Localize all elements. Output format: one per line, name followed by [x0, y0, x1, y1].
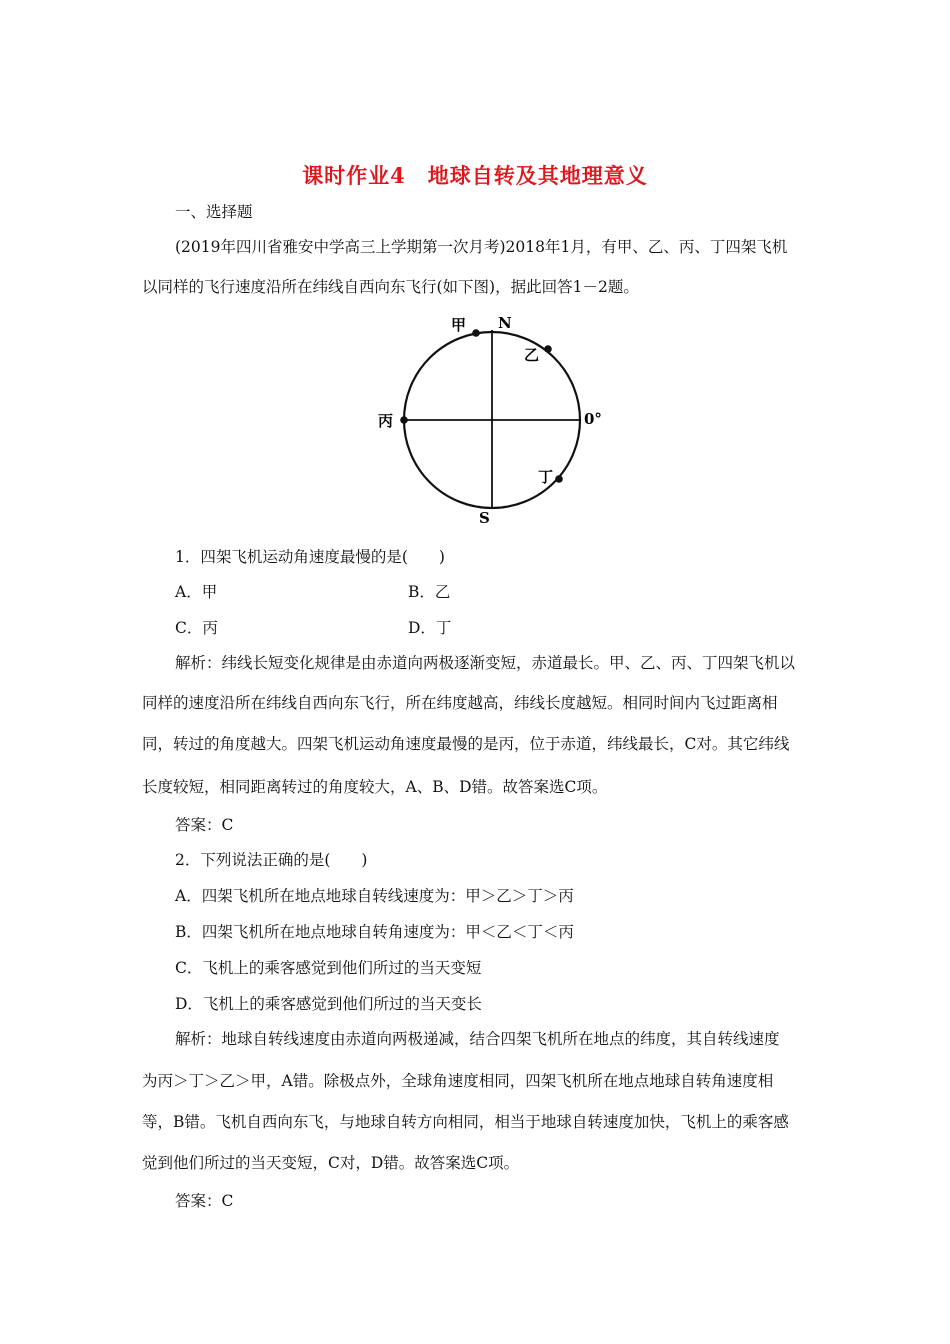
q2-answer: 答案：C [175, 1192, 234, 1210]
q1-answer: 答案：C [175, 816, 234, 834]
q2-option-b: B．四架飞机所在地点地球自转角速度为：甲＜乙＜丁＜丙 [175, 923, 574, 941]
q1-analysis-line-4: 长度较短，相同距离转过的角度较大，A、B、D错。故答案选C项。 [142, 778, 608, 796]
page-title: 课时作业4 地球自转及其地理意义 [302, 163, 648, 188]
q1-option-d: D．丁 [408, 619, 452, 637]
q1-analysis-line-1: 解析：纬线长短变化规律是由赤道向两极逐渐变短，赤道最长。甲、乙、丙、丁四架飞机以 [175, 654, 796, 672]
intro-line-1: (2019年四川省雅安中学高三上学期第一次月考)2018年1月，有甲、乙、丙、丁四架飞机 [175, 238, 788, 256]
q1-analysis-line-2: 同样的速度沿所在纬线自西向东飞行，所在纬度越高，纬线长度越短。相同时间内飞过距离相 [142, 694, 778, 712]
q2-analysis-line-2: 为丙＞丁＞乙＞甲，A错。除极点外，全球角速度相同，四架飞机所在地点地球自转角速度相 [142, 1072, 774, 1090]
q1-option-c: C．丙 [175, 619, 218, 637]
point-bing [400, 416, 408, 424]
label-zero: 0° [584, 410, 602, 428]
q2-analysis-line-4: 觉到他们所过的当天变短，C对，D错。故答案选C项。 [142, 1154, 520, 1172]
point-ding [555, 475, 563, 483]
label-yi: 乙 [524, 346, 540, 364]
q1-option-b: B．乙 [408, 583, 451, 601]
q2-stem: 2．下列说法正确的是( ) [175, 851, 368, 869]
label-ding: 丁 [538, 468, 554, 486]
label-s: S [479, 509, 490, 527]
label-jia: 甲 [451, 316, 467, 334]
q1-analysis-line-3: 同，转过的角度越大。四架飞机运动角速度最慢的是丙，位于赤道，纬线最长，C对。其它纬线 [142, 735, 790, 753]
point-jia [472, 329, 480, 337]
label-bing: 丙 [378, 412, 394, 430]
q2-option-c: C．飞机上的乘客感觉到他们所过的当天变短 [175, 959, 482, 977]
section-heading: 一、选择题 [175, 203, 253, 221]
intro-line-2: 以同样的飞行速度沿所在纬线自西向东飞行(如下图)，据此回答1－2题。 [142, 278, 639, 296]
q2-analysis-line-1: 解析：地球自转线速度由赤道向两极递减，结合四架飞机所在地点的纬度，其自转线速度 [175, 1030, 780, 1048]
q1-stem: 1．四架飞机运动角速度最慢的是( ) [175, 548, 445, 566]
label-n: N [498, 314, 512, 332]
q2-option-d: D．飞机上的乘客感觉到他们所过的当天变长 [175, 995, 482, 1013]
q2-option-a: A．四架飞机所在地点地球自转线速度为：甲＞乙＞丁＞丙 [175, 887, 574, 905]
globe-figure [370, 308, 630, 528]
point-yi [544, 345, 552, 353]
q2-analysis-line-3: 等，B错。飞机自西向东飞，与地球自转方向相同，相当于地球自转速度加快，飞机上的乘客感 [142, 1113, 789, 1131]
q1-option-a: A．甲 [175, 583, 218, 601]
